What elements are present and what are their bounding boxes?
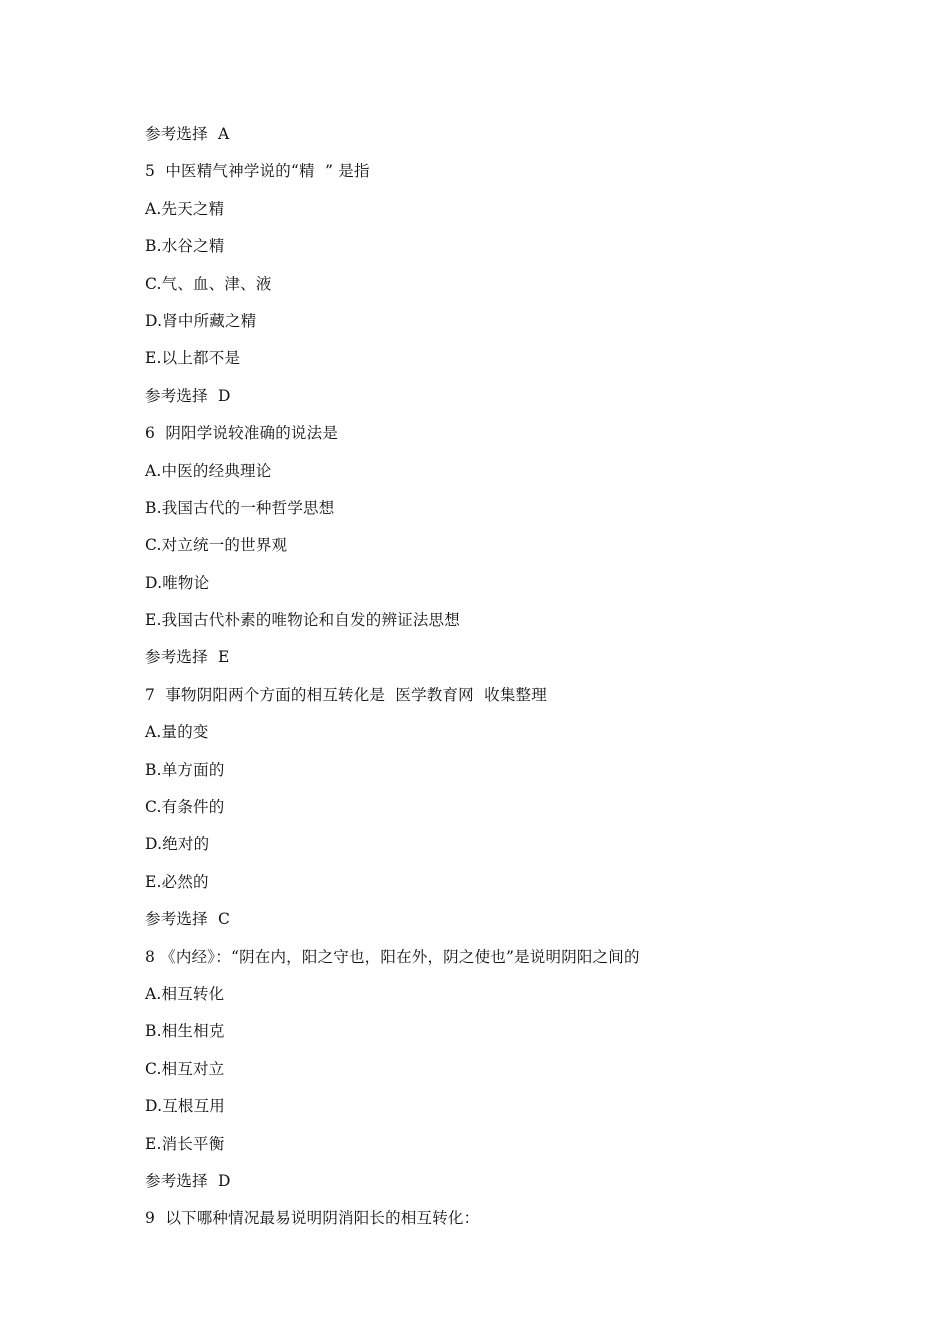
option-b: B.单方面的 — [145, 760, 225, 779]
option-a: A.量的变 — [145, 723, 209, 742]
option-a: A.先天之精 — [145, 199, 225, 218]
question-9: 9 以下哪种情况最易说明阴消阳长的相互转化： — [145, 1209, 480, 1228]
question-6: 6 阴阳学说较准确的说法是 — [145, 424, 339, 443]
answer-line: 参考选择 E — [145, 648, 230, 667]
option-e: E.以上都不是 — [145, 349, 241, 368]
document-body — [145, 124, 845, 1246]
option-c: C.相互对立 — [145, 1059, 225, 1078]
option-e: E.必然的 — [145, 872, 209, 891]
option-d: D.唯物论 — [145, 573, 210, 592]
option-d: D.互根互用 — [145, 1097, 226, 1116]
question-7: 7 事物阴阳两个方面的相互转化是 医学教育网 收集整理 — [145, 685, 547, 704]
option-e: E.消长平衡 — [145, 1134, 225, 1153]
option-e: E.我国古代朴素的唯物论和自发的辨证法思想 — [145, 611, 460, 630]
question-8: 8 《内经》：“阴在内，阳之守也，阳在外，阴之使也”是说明阴阳之间的 — [145, 947, 640, 966]
option-d: D.绝对的 — [145, 835, 210, 854]
option-b: B.我国古代的一种哲学思想 — [145, 498, 335, 517]
answer-line: 参考选择 A — [145, 125, 230, 143]
question-5: 5 中医精气神学说的“精 ” 是指 — [145, 162, 370, 181]
option-c: C.有条件的 — [145, 798, 225, 817]
answer-line: 参考选择 D — [145, 1171, 231, 1190]
option-d: D.肾中所藏之精 — [145, 311, 257, 330]
option-b: B.水谷之精 — [145, 237, 225, 256]
answer-line: 参考选择 C — [145, 910, 231, 929]
option-a: A.相互转化 — [145, 984, 225, 1003]
option-c: C.对立统一的世界观 — [145, 536, 288, 555]
option-c: C.气、血、津、液 — [145, 274, 272, 293]
option-a: A.中医的经典理论 — [145, 461, 272, 480]
answer-line: 参考选择 D — [145, 386, 231, 405]
option-b: B.相生相克 — [145, 1022, 225, 1041]
